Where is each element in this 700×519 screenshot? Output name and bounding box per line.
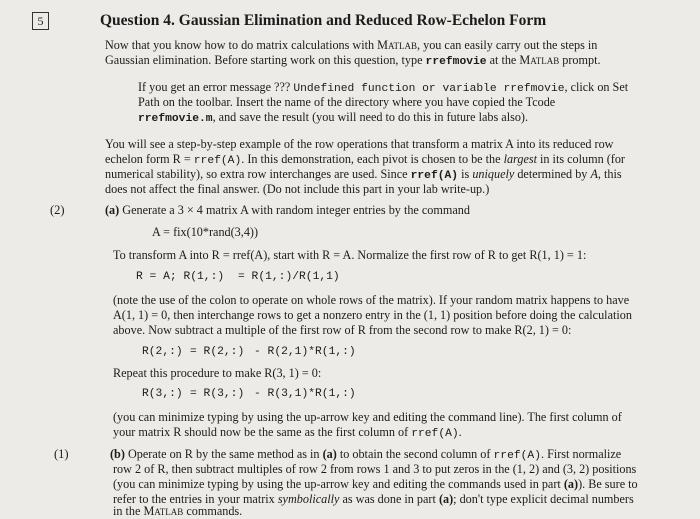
note-line-2: Path on the toolbar. Insert the name of the directory where you have copied the Tcode bbox=[138, 95, 556, 109]
command-row2-lhs: R(2,:) bbox=[142, 346, 183, 358]
mark-a: (2) bbox=[50, 203, 65, 217]
part-a-tip-2 bbox=[113, 425, 462, 442]
part-b-text: . First normalize bbox=[540, 447, 622, 461]
part-b-text: to obtain the second column of bbox=[336, 447, 494, 461]
para-emphasis: uniquely bbox=[472, 167, 515, 181]
mark-b: (1) bbox=[54, 447, 69, 461]
intro-line-1 bbox=[105, 38, 597, 53]
part-b-label: (b) bbox=[110, 447, 125, 461]
intro-text: Now that you know how to do matrix calculations with bbox=[105, 38, 378, 52]
intro-text: Gaussian elimination. Before starting work on this question, type bbox=[105, 53, 426, 67]
part-b-line-5 bbox=[113, 504, 242, 519]
part-b-emphasis: symbolically bbox=[277, 492, 340, 506]
matlab-name: Matlab bbox=[377, 38, 417, 52]
question-number-box: 5 bbox=[32, 12, 49, 30]
tip-text: . bbox=[458, 425, 462, 439]
intro-line-2 bbox=[105, 53, 601, 70]
para-text: in its column (for bbox=[536, 152, 625, 166]
matlab-name: Matlab bbox=[143, 504, 184, 518]
rref-code: rref(A) bbox=[193, 155, 242, 167]
para-text: , this bbox=[597, 167, 622, 181]
command-rrefmovie: rrefmovie bbox=[425, 56, 487, 68]
para-text: echelon form R = bbox=[105, 152, 194, 166]
matlab-name: Matlab bbox=[519, 53, 560, 67]
part-a-transform-line: To transform A into R = rref(A), start with R = A. Normalize the first row of R to get R(1, 1) = 1: bbox=[113, 248, 587, 262]
part-ref: (a) bbox=[438, 492, 454, 506]
command-generate-matrix: A = fix(10*rand(3,4)) bbox=[152, 225, 259, 239]
part-ref: (a) bbox=[563, 477, 579, 491]
part-b-text: Operate on R by the same method as in bbox=[124, 447, 323, 461]
para-line-4: does not affect the final answer. (Do not include this part in your lab write-up.) bbox=[105, 182, 490, 196]
error-message: Undefined function or variable rrefmovie bbox=[293, 83, 565, 95]
part-b-text: as was done in part bbox=[339, 492, 439, 506]
para-text: . In this demonstration, each pivot is chosen to be the bbox=[241, 152, 504, 166]
part-b-line-2: row 2 of R, then subtract multiples of row 2 from rows 1 and 3 to put zeros in the (1, 2) and (3, 2) positions bbox=[113, 462, 637, 476]
repeat-line: Repeat this procedure to make R(3, 1) = 0: bbox=[113, 366, 322, 380]
command-normalize-rhs: = R(1,:)/R(1,1) bbox=[238, 271, 340, 283]
intro-text: at the bbox=[486, 53, 520, 67]
note-line-3 bbox=[138, 110, 528, 127]
matrix-symbol: A bbox=[590, 167, 598, 181]
part-a-tip-1: (you can minimize typing by using the up-arrow key and editing the command line). The first column of bbox=[113, 410, 622, 424]
part-b-text: refer to the entries in your matrix bbox=[113, 492, 278, 506]
part-a-para-2: A(1, 1) = 0, then interchange rows to get a nonzero entry in the (1, 1) position before doing the calculation bbox=[113, 308, 632, 322]
part-b-line-3 bbox=[113, 477, 638, 492]
para-line-1: You will see a step-by-step example of the row operations that transform a matrix A into its reduced row bbox=[105, 137, 614, 151]
para-emphasis: largest bbox=[503, 152, 537, 166]
note-text: , and save the result (you will need to do this in future labs also). bbox=[212, 110, 529, 124]
rref-code: rref(A) bbox=[411, 428, 459, 440]
question-title: Question 4. Gaussian Elimination and Reduced Row-Echelon Form bbox=[100, 12, 547, 29]
rref-code: rref(A) bbox=[410, 170, 459, 182]
intro-text: prompt. bbox=[559, 53, 601, 67]
command-row2-mid: = R(2,:) bbox=[190, 346, 245, 358]
command-row2-rhs: - R(2,1)*R(1,:) bbox=[254, 346, 356, 358]
part-a-text: Generate a 3 × 4 matrix A with random integer entries by the command bbox=[119, 203, 470, 217]
para-text: numerical stability), so extra row interchanges are used. Since bbox=[105, 167, 411, 181]
command-row3-rhs: - R(3,1)*R(1,:) bbox=[254, 388, 356, 400]
part-ref: (a) bbox=[322, 447, 337, 461]
part-a-heading bbox=[105, 203, 470, 218]
command-row3-mid: = R(3,:) bbox=[190, 388, 245, 400]
part-b-text: commands. bbox=[183, 504, 243, 518]
command-row3-lhs: R(3,:) bbox=[142, 388, 183, 400]
note-text: If you get an error message ??? bbox=[138, 80, 294, 94]
part-b-text: ; don't type explicit decimal numbers bbox=[453, 492, 634, 506]
rref-code: rref(A) bbox=[493, 450, 541, 462]
part-a-para-3: above. Now subtract a multiple of the first row of R from the second row to make R(2, 1) = 0: bbox=[113, 323, 572, 337]
para-text: determined by bbox=[514, 167, 591, 181]
intro-text: , you can easily carry out the steps in bbox=[417, 38, 598, 52]
file-name: rrefmovie.m bbox=[138, 113, 213, 125]
note-text: , click on Set bbox=[564, 80, 629, 94]
part-b-text: ). Be sure to bbox=[578, 477, 638, 491]
part-b-text: in the bbox=[113, 504, 144, 518]
part-a-para-1: (note the use of the colon to operate on whole rows of the matrix). If your random matrix happens to have bbox=[113, 293, 630, 307]
command-normalize-lhs: R = A; R(1,:) bbox=[136, 271, 225, 283]
tip-text: your matrix R should now be the same as the first column of bbox=[113, 425, 412, 439]
para-text: is bbox=[458, 167, 473, 181]
part-b-text: (you can minimize typing by using the up-arrow key and editing the commands used in part bbox=[113, 477, 564, 491]
part-a-label: (a) bbox=[105, 203, 120, 217]
